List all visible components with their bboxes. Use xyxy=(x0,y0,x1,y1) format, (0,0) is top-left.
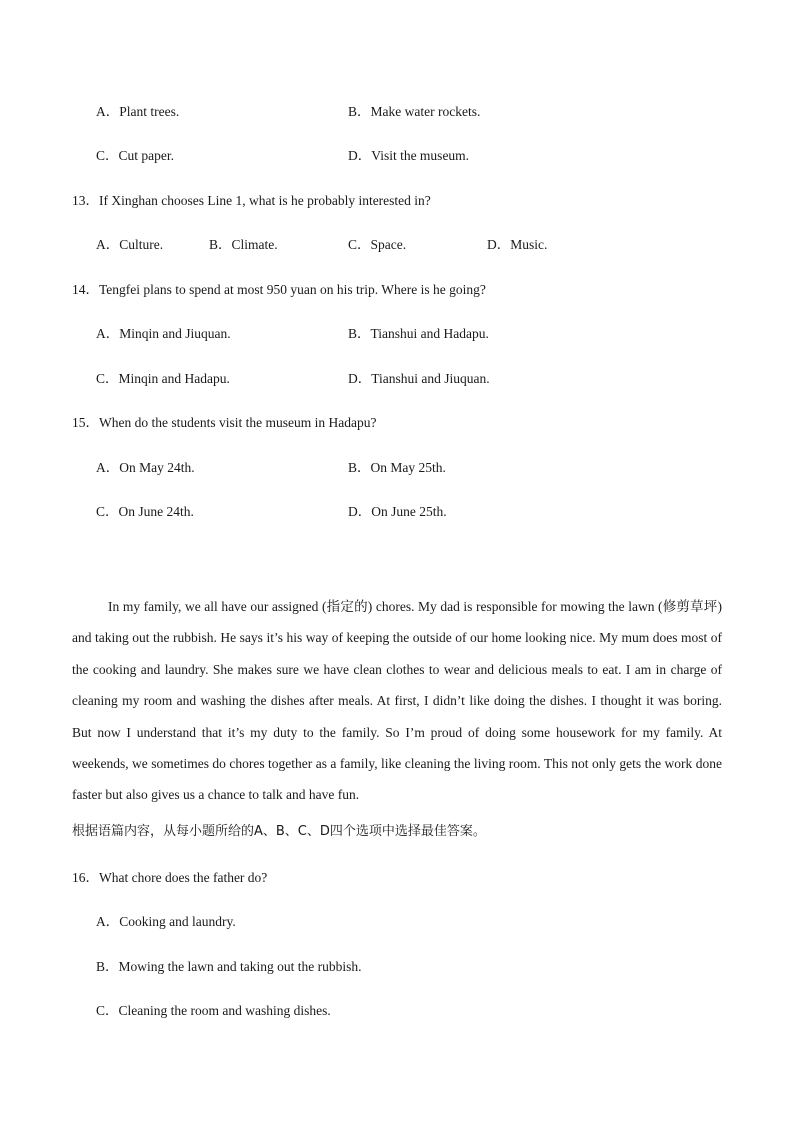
q14-stem: 14．Tengfei plans to spend at most 950 yuan on his trip. Where is he going? xyxy=(72,282,486,297)
q12-option-a: A．Plant trees. xyxy=(96,104,180,119)
q16-option-c: C．Cleaning the room and washing dishes. xyxy=(96,1003,331,1018)
q12-option-d: D．Visit the museum. xyxy=(348,148,470,163)
q13-option-a: A．Culture. xyxy=(96,237,164,252)
q15-stem: 15．When do the students visit the museum in Hadapu? xyxy=(72,415,377,430)
q15-option-a: A．On May 24th. xyxy=(96,460,195,475)
q14-option-a: A．Minqin and Jiuquan. xyxy=(96,326,231,341)
reading-passage: In my family, we all have our assigned (指定的) chores. My dad is responsible for mowing the lawn (修剪草坪) and taking out the rubbish. He says it’s his way of keeping the outside of our home looking nice. My mum does most of the cooking and laundry. She makes sure we have clean clothes to wear and delicious meals to eat. I am in charge of cleaning my room and washing the dishes after meals. At first, I didn’t like doing the dishes. I thought it was boring. But now I understand that it’s my duty to the family. So I’m proud of doing some housework for my family. At weekends, we sometimes do chores together as a family, like cleaning the living room. This not only gets the work done faster but also gives us a chance to talk and have fun. xyxy=(72,599,722,803)
q14-option-b: B．Tianshui and Hadapu. xyxy=(348,326,489,341)
q16-option-a: A．Cooking and laundry. xyxy=(96,914,236,929)
q16-option-b: B．Mowing the lawn and taking out the rubbish. xyxy=(96,959,362,974)
q16-stem: 16．What chore does the father do? xyxy=(72,870,268,885)
q13-option-d: D．Music. xyxy=(487,237,548,252)
q13-stem: 13．If Xinghan chooses Line 1, what is he probably interested in? xyxy=(72,193,431,208)
section-instruction: 根据语篇内容，从每小题所给的A、B、C、D四个选项中选择最佳答案。 xyxy=(72,824,486,839)
q12-option-c: C．Cut paper. xyxy=(96,148,174,163)
q13-option-c: C．Space. xyxy=(348,237,407,252)
q12-option-b: B．Make water rockets. xyxy=(348,104,481,119)
q15-option-d: D．On June 25th. xyxy=(348,504,447,519)
q15-option-b: B．On May 25th. xyxy=(348,460,446,475)
q14-option-c: C．Minqin and Hadapu. xyxy=(96,371,230,386)
q15-option-c: C．On June 24th. xyxy=(96,504,194,519)
q13-option-b: B．Climate. xyxy=(209,237,278,252)
q14-option-d: D．Tianshui and Jiuquan. xyxy=(348,371,490,386)
